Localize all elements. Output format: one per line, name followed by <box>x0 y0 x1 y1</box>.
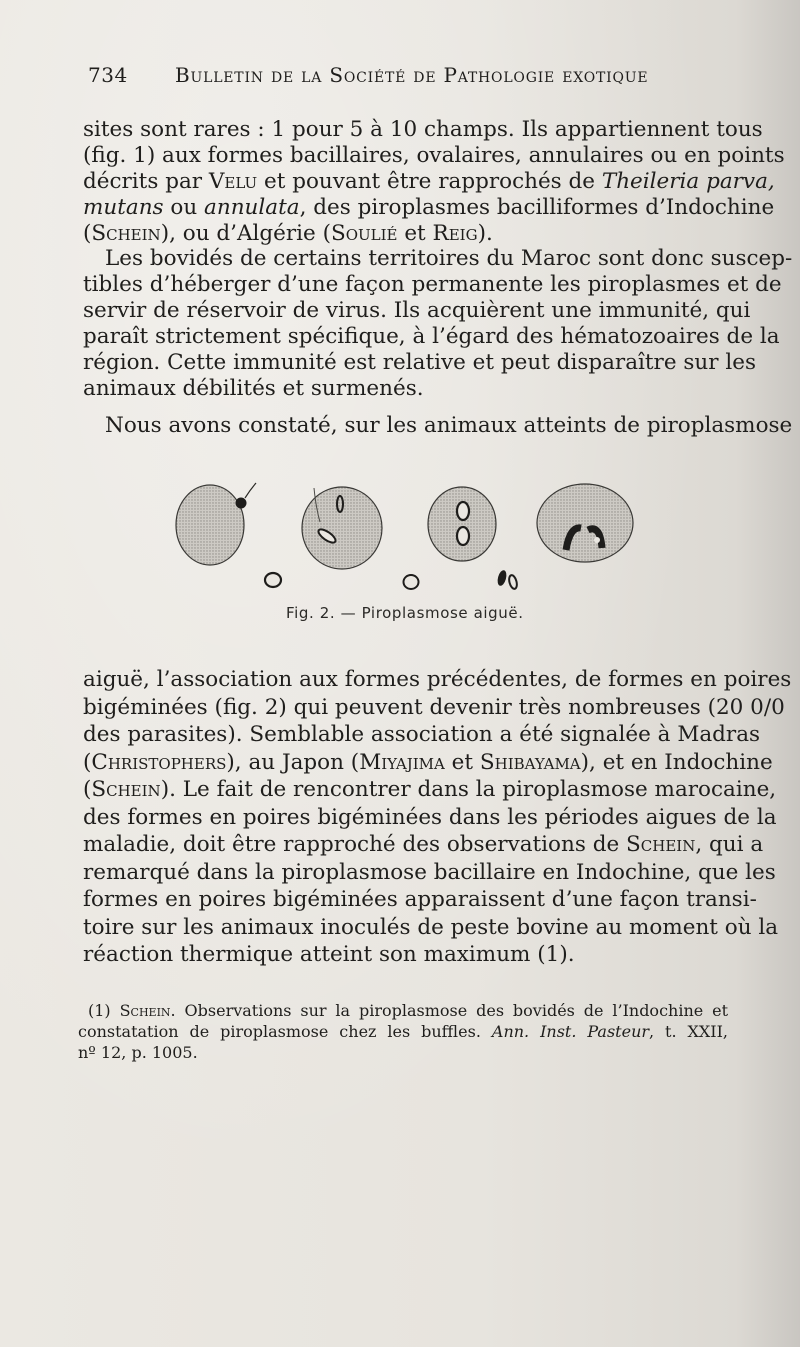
footnote-line: nº 12, p. 1005. <box>78 1043 198 1062</box>
text-line: servir de réservoir de virus. Ils acquièrent une immunité, qui <box>83 298 751 323</box>
text-line: (Christophers), au Japon (Miyajima et Shibayama), et en Indochine <box>83 749 773 775</box>
free-ring-icon <box>404 575 419 589</box>
free-parasites <box>265 569 518 589</box>
text-line: décrits par Velu et pouvant être rapprochés de Theileria parva, <box>83 169 775 194</box>
footnote-line: constatation de piroplasmose chez les buffles. Ann. Inst. Pasteur, t. XXII, <box>78 1022 729 1041</box>
text-line: mutans ou annulata, des piroplasmes bacilliformes d’Indochine <box>83 195 775 220</box>
species-name: Theileria parva, <box>601 169 775 194</box>
paragraph-3 <box>83 413 793 439</box>
red-cell-4 <box>537 484 633 562</box>
text-line: (fig. 1) aux formes bacillaires, ovalaires, annulaires ou en points <box>83 143 785 168</box>
red-cell-1 <box>176 483 256 565</box>
paragraph-4 <box>83 666 792 969</box>
author-name: Velu <box>208 169 258 194</box>
pear-form-icon <box>457 502 469 520</box>
text-line: toire sur les animaux inoculés de peste bovine au moment où la <box>83 914 779 940</box>
text-line: tibles d’héberger d’une façon permanente les piroplasmes et de <box>83 272 782 297</box>
text-line: aiguë, l’association aux formes précédentes, de formes en poires <box>83 667 792 692</box>
text-line: région. Cette immunité est relative et peut disparaître sur les <box>83 350 757 375</box>
figure-caption: Fig. 2. — Piroplasmose aiguë. <box>286 604 524 622</box>
text-line: réaction thermique atteint son maximum (1). <box>83 942 575 967</box>
text-line: des formes en poires bigéminées dans les périodes aigues de la <box>83 804 777 830</box>
parasite-dot-icon <box>236 498 247 509</box>
author-name: Schein <box>91 777 161 802</box>
journal-name: Ann. Inst. Pasteur <box>491 1022 650 1041</box>
text-line: des parasites). Semblable association a été signalée à Madras <box>83 722 761 747</box>
author-name: Schein <box>119 1001 171 1020</box>
footnote <box>78 1000 728 1063</box>
text-line: remarqué dans la piroplasmose bacillaire en Indochine, que les <box>83 859 776 885</box>
pear-form-icon <box>457 527 469 545</box>
running-title: Bulletin de la Société de Pathologie exotique <box>175 63 649 87</box>
footnote-line: (1) Schein. Observations sur la piroplasmose des bovidés de l’Indochine et <box>88 1001 729 1020</box>
page-number: 734 <box>88 63 128 87</box>
author-name: Schein <box>91 221 161 246</box>
author-name: Shibayama <box>479 749 581 775</box>
author-name: Miyajima <box>359 749 445 775</box>
text-line: formes en poires bigéminées apparaissent d’une façon transi- <box>83 887 757 912</box>
text-line: Les bovidés de certains territoires du Maroc sont donc suscep- <box>105 246 793 271</box>
text-line: bigéminées (fig. 2) qui peuvent devenir très nombreuses (20 0/0 <box>83 694 785 720</box>
text-line: Nous avons constaté, sur les animaux atteints de piroplasmose <box>105 413 793 438</box>
species-name: annulata <box>204 195 300 220</box>
text-line: (Schein), ou d’Algérie (Soulié et Reig). <box>83 221 493 246</box>
paragraph-1 <box>83 117 785 247</box>
author-name: Schein <box>626 832 696 857</box>
text-line: maladie, doit être rapproché des observations de Schein, qui a <box>83 832 764 857</box>
red-cell-3 <box>428 487 496 561</box>
author-name: Reig <box>432 221 478 246</box>
red-cell-2 <box>302 487 382 569</box>
text-line: animaux débilités et surmenés. <box>83 376 424 401</box>
species-name: mutans <box>83 195 164 220</box>
text-line: paraît strictement spécifique, à l’égard des hématozoaires de la <box>83 324 780 349</box>
author-name: Christophers <box>91 749 227 775</box>
figure-piroplasm-cells <box>170 478 640 598</box>
free-pear-icon <box>496 569 508 587</box>
free-pear-icon <box>508 574 518 589</box>
text-line: (Schein). Le fait de rencontrer dans la piroplasmose marocaine, <box>83 777 777 802</box>
paragraph-2 <box>83 246 793 402</box>
author-name: Soulié <box>330 221 398 246</box>
free-ring-icon <box>265 573 281 587</box>
text-line: sites sont rares : 1 pour 5 à 10 champs. Ils appartiennent tous <box>83 117 763 142</box>
